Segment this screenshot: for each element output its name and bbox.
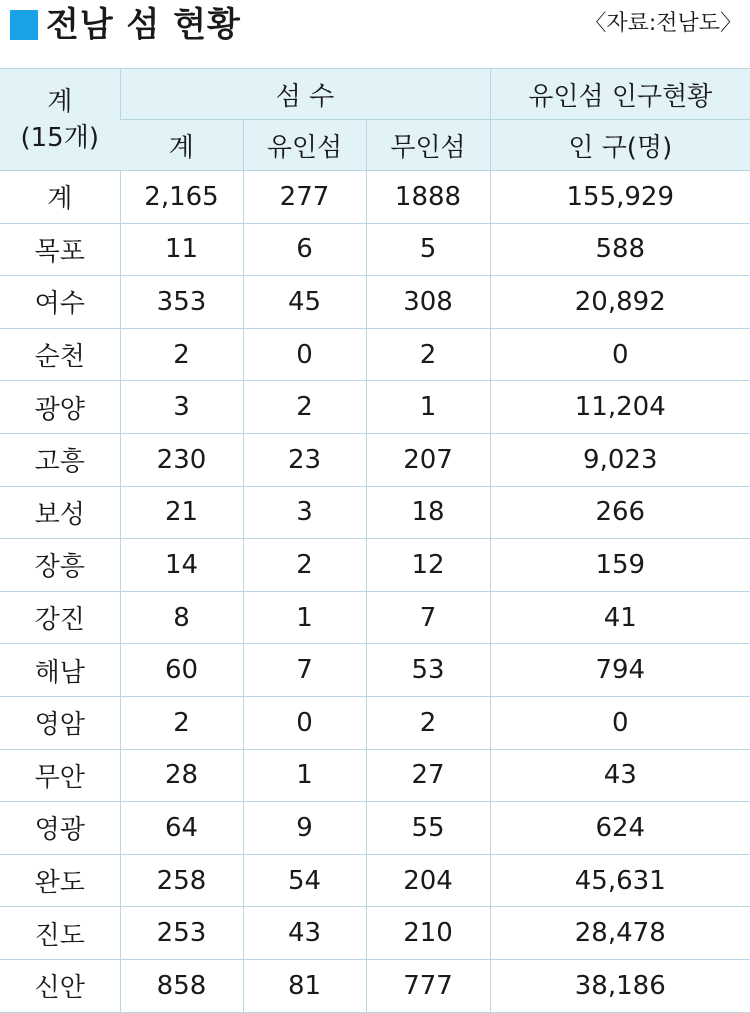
row-total: 253	[120, 907, 243, 960]
row-population: 624	[490, 802, 750, 855]
row-population: 28,478	[490, 907, 750, 960]
table-row	[0, 276, 750, 329]
header-region-line2: (15개)	[20, 122, 99, 153]
table-body	[0, 171, 750, 1013]
row-total: 28	[120, 749, 243, 802]
row-uninhabited: 1	[366, 381, 490, 434]
row-inhabited: 45	[243, 276, 366, 329]
row-region: 해남	[0, 644, 120, 697]
table-row	[0, 907, 750, 960]
table-row	[0, 381, 750, 434]
row-population: 266	[490, 486, 750, 539]
row-total: 60	[120, 644, 243, 697]
row-total: 353	[120, 276, 243, 329]
row-inhabited: 0	[243, 328, 366, 381]
row-region: 영암	[0, 696, 120, 749]
header-row-group	[0, 69, 750, 120]
header-population: 인 구(명)	[490, 120, 750, 171]
row-population: 43	[490, 749, 750, 802]
row-uninhabited: 7	[366, 591, 490, 644]
table-row	[0, 644, 750, 697]
row-population: 0	[490, 696, 750, 749]
row-population: 11,204	[490, 381, 750, 434]
row-total: 14	[120, 539, 243, 592]
row-region: 장흥	[0, 539, 120, 592]
row-inhabited: 6	[243, 223, 366, 276]
row-inhabited: 9	[243, 802, 366, 855]
row-uninhabited: 204	[366, 854, 490, 907]
row-region: 완도	[0, 854, 120, 907]
header-total: 계	[120, 120, 243, 171]
row-region: 신안	[0, 959, 120, 1012]
row-region: 진도	[0, 907, 120, 960]
row-inhabited: 1	[243, 591, 366, 644]
row-total: 858	[120, 959, 243, 1012]
table-row	[0, 696, 750, 749]
row-uninhabited: 777	[366, 959, 490, 1012]
table-row	[0, 433, 750, 486]
table-row	[0, 591, 750, 644]
header-uninhabited: 무인섬	[366, 120, 490, 171]
row-population: 41	[490, 591, 750, 644]
table-row	[0, 486, 750, 539]
row-uninhabited: 12	[366, 539, 490, 592]
row-region: 고흥	[0, 433, 120, 486]
row-population: 45,631	[490, 854, 750, 907]
row-population: 20,892	[490, 276, 750, 329]
row-uninhabited: 27	[366, 749, 490, 802]
island-status-table	[0, 68, 750, 1013]
row-total: 2,165	[120, 171, 243, 224]
row-uninhabited: 55	[366, 802, 490, 855]
row-inhabited: 277	[243, 171, 366, 224]
row-uninhabited: 2	[366, 696, 490, 749]
table-row	[0, 328, 750, 381]
row-inhabited: 81	[243, 959, 366, 1012]
row-region: 여수	[0, 276, 120, 329]
source-note: 〈자료:전남도〉	[584, 11, 742, 36]
title-square-marker	[10, 10, 38, 40]
row-region: 보성	[0, 486, 120, 539]
table-row	[0, 171, 750, 224]
row-uninhabited: 2	[366, 328, 490, 381]
row-uninhabited: 5	[366, 223, 490, 276]
row-region: 무안	[0, 749, 120, 802]
header-region	[0, 69, 120, 171]
table-row	[0, 539, 750, 592]
row-total: 8	[120, 591, 243, 644]
row-total: 230	[120, 433, 243, 486]
row-total: 258	[120, 854, 243, 907]
table-row	[0, 223, 750, 276]
row-region: 영광	[0, 802, 120, 855]
row-population: 9,023	[490, 433, 750, 486]
row-region: 순천	[0, 328, 120, 381]
row-uninhabited: 53	[366, 644, 490, 697]
title-bar	[8, 0, 744, 56]
row-uninhabited: 207	[366, 433, 490, 486]
header-island-count: 섬 수	[120, 69, 490, 120]
row-inhabited: 43	[243, 907, 366, 960]
row-total: 2	[120, 696, 243, 749]
header-inhabited: 유인섬	[243, 120, 366, 171]
row-uninhabited: 308	[366, 276, 490, 329]
page-title: 전남 섬 현황	[46, 5, 241, 45]
row-inhabited: 2	[243, 381, 366, 434]
header-population-status: 유인섬 인구현황	[490, 69, 750, 120]
row-population: 0	[490, 328, 750, 381]
table-row	[0, 959, 750, 1012]
header-region-line1: 계	[47, 86, 73, 117]
row-population: 155,929	[490, 171, 750, 224]
row-total: 21	[120, 486, 243, 539]
row-inhabited: 54	[243, 854, 366, 907]
row-inhabited: 3	[243, 486, 366, 539]
row-region: 계	[0, 171, 120, 224]
table-row	[0, 854, 750, 907]
table-row	[0, 749, 750, 802]
row-region: 광양	[0, 381, 120, 434]
row-inhabited: 1	[243, 749, 366, 802]
row-uninhabited: 1888	[366, 171, 490, 224]
row-inhabited: 7	[243, 644, 366, 697]
row-total: 3	[120, 381, 243, 434]
row-region: 강진	[0, 591, 120, 644]
row-population: 794	[490, 644, 750, 697]
row-total: 64	[120, 802, 243, 855]
row-total: 2	[120, 328, 243, 381]
row-inhabited: 0	[243, 696, 366, 749]
row-region: 목포	[0, 223, 120, 276]
row-uninhabited: 18	[366, 486, 490, 539]
table-row	[0, 802, 750, 855]
row-total: 11	[120, 223, 243, 276]
row-inhabited: 23	[243, 433, 366, 486]
row-population: 159	[490, 539, 750, 592]
row-uninhabited: 210	[366, 907, 490, 960]
row-inhabited: 2	[243, 539, 366, 592]
row-population: 588	[490, 223, 750, 276]
row-population: 38,186	[490, 959, 750, 1012]
